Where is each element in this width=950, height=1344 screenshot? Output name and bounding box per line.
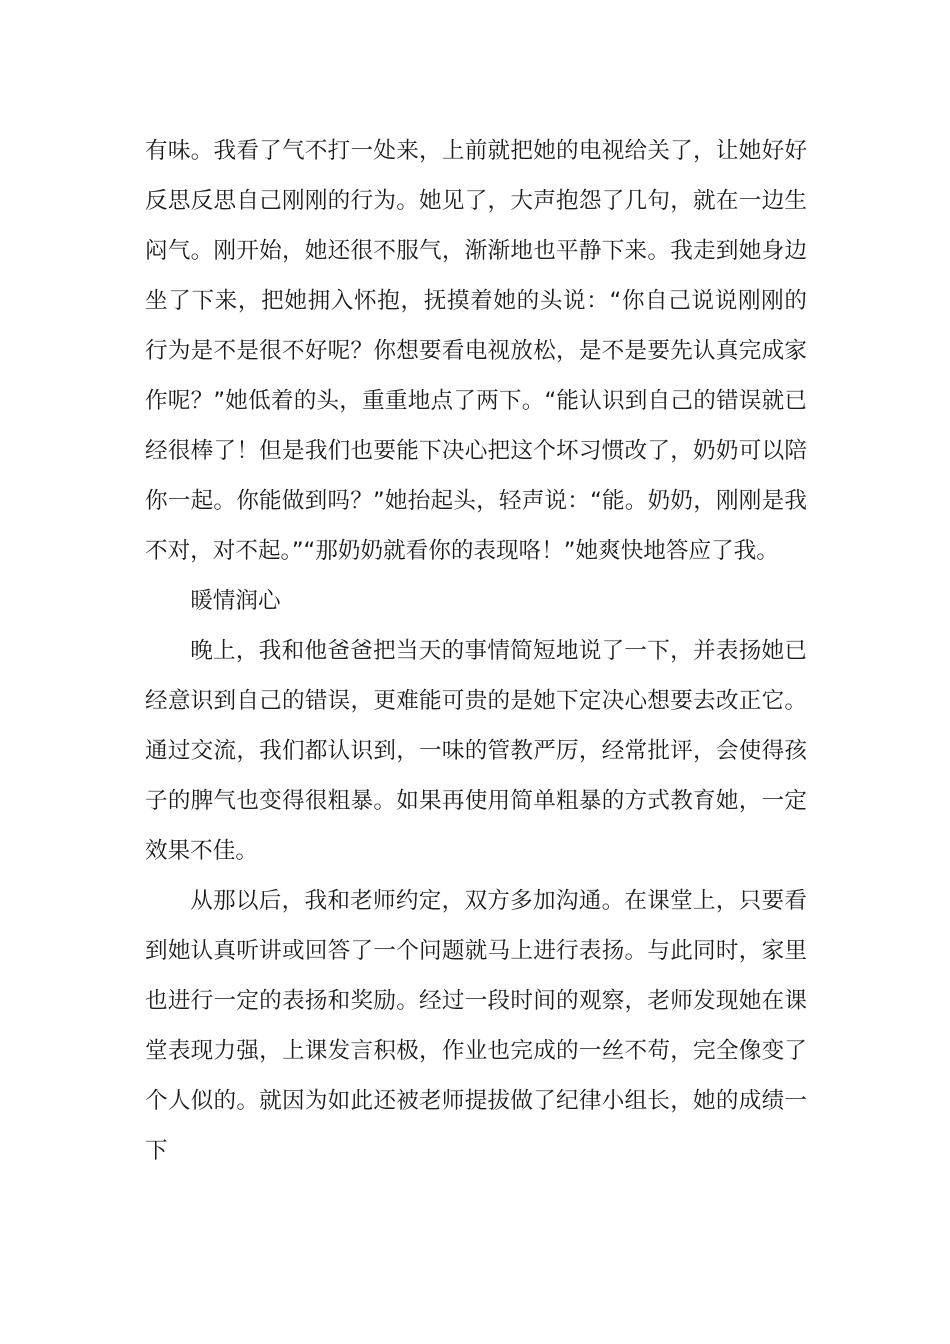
paragraph-1: 有味。我看了气不打一处来，上前就把她的电视给关了，让她好好反思反思自己刚刚的行为。她见了，大声抱怨了几句，就在一边生闷气。刚开始，她还很不服气，渐渐地也平静下来。我走到她身边坐了下来，把她拥入怀抱，抚摸着她的头说：“你自己说说刚刚的行为是不是很不好呢？你想要看电视放松，是不是要先认真完成家作呢？”她低着的头，重重地点了两下。“能认识到自己的错误就已经很棒了！但是我们也要能下决心把这个坏习惯改了，奶奶可以陪你一起。你能做到吗？”她抬起头，轻声说：“能。奶奶，刚刚是我不对，对不起。”“那奶奶就看你的表现咯！”她爽快地答应了我。 [145, 138, 807, 564]
paragraph-3: 晚上，我和他爸爸把当天的事情简短地说了一下，并表扬她已经意识到自己的错误，更难能可贵的是她下定决心想要去改正它。通过交流，我们都认识到，一味的管教严厉，经常批评，会使得孩子的脾气也变得很粗暴。如果再使用简单粗暴的方式教育她，一定效果不佳。 [145, 638, 807, 864]
document-body [145, 126, 807, 1176]
section-heading: 暖情润心 [190, 588, 281, 614]
paragraph-4: 从那以后，我和老师约定，双方多加沟通。在课堂上，只要看到她认真听讲或回答了一个问题就马上进行表扬。与此同时，家里也进行一定的表扬和奖励。经过一段时间的观察，老师发现她在课堂表现力强，上课发言积极，作业也完成的一丝不苟，完全像变了个人似的。就因为如此还被老师提拔做了纪律小组长，她的成绩一下 [145, 888, 807, 1164]
